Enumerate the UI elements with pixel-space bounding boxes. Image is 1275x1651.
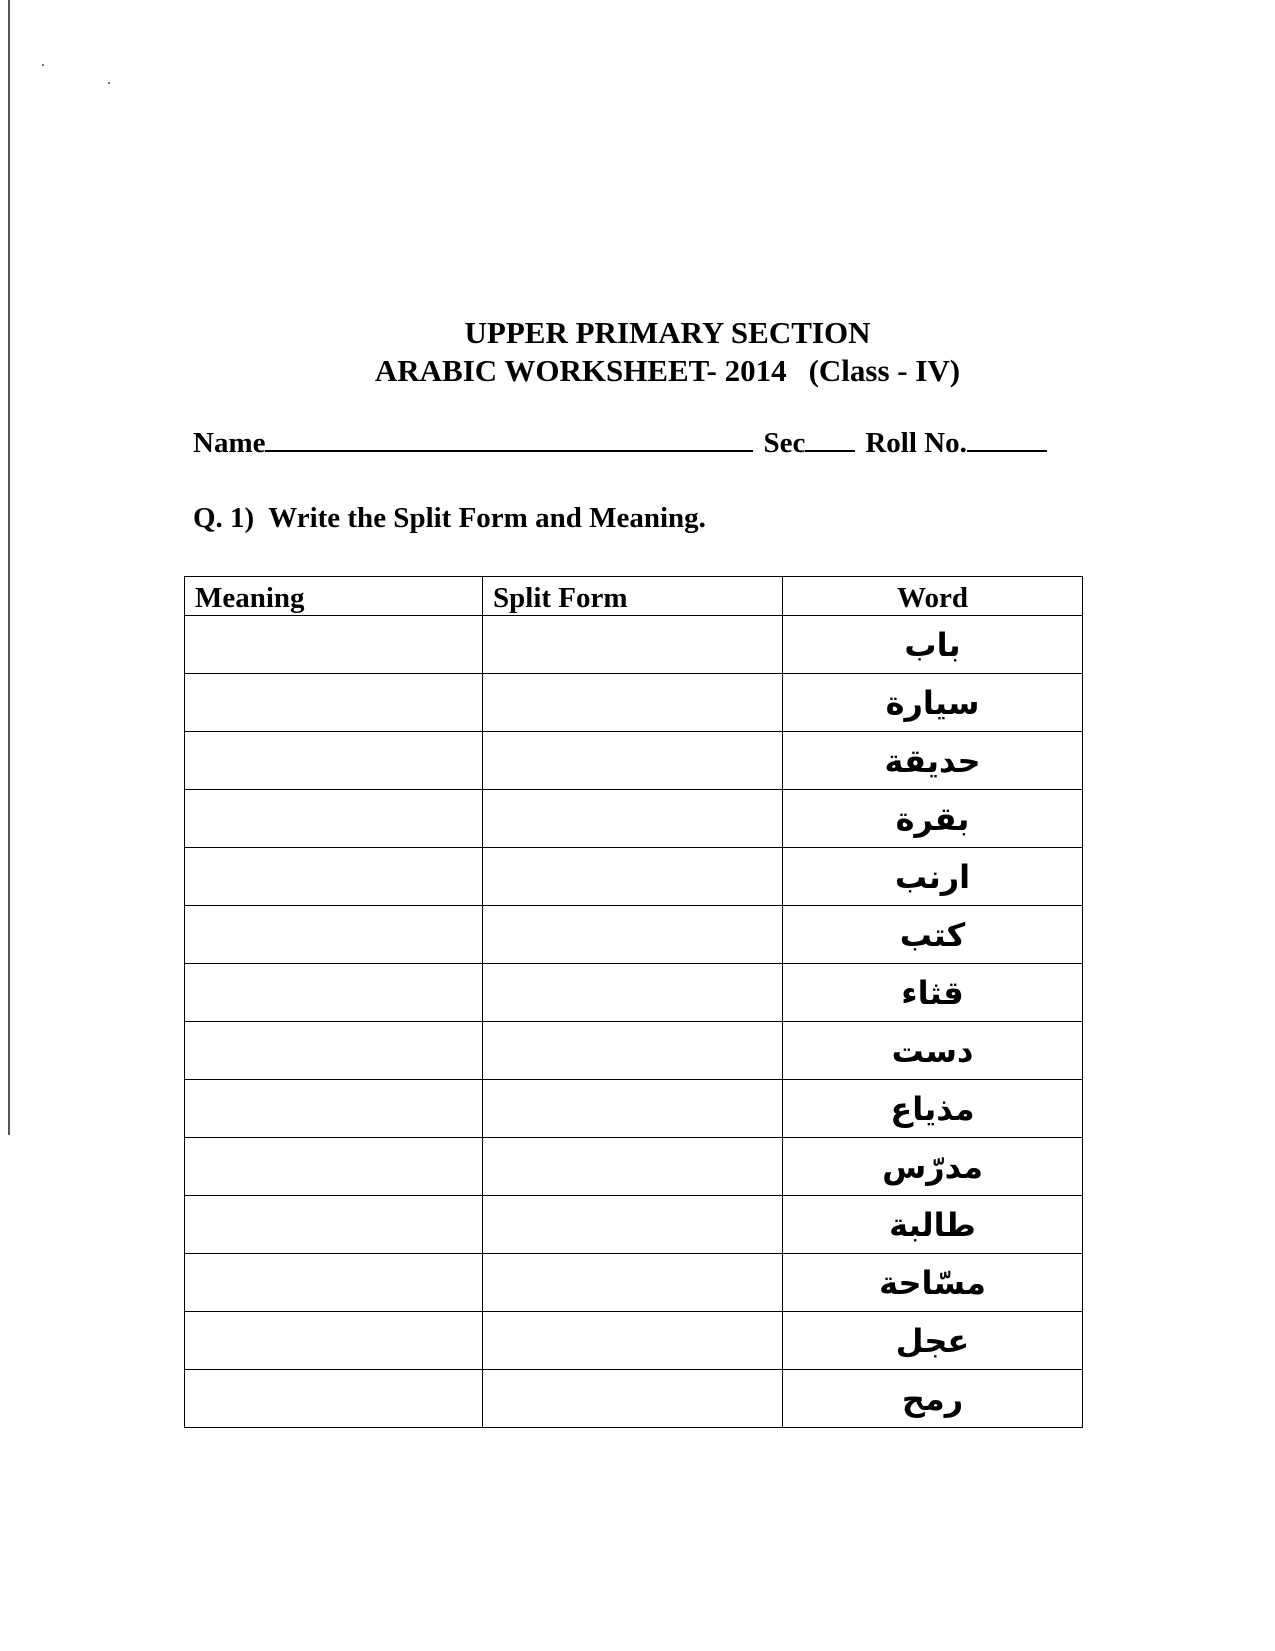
split-form-cell[interactable] — [483, 1312, 783, 1370]
question-1 — [193, 500, 706, 536]
sec-label: Sec — [763, 427, 806, 459]
split-form-cell[interactable] — [483, 1196, 783, 1254]
meaning-cell[interactable] — [185, 1196, 483, 1254]
word-header: Word — [783, 577, 1083, 616]
table-row — [185, 1138, 1083, 1196]
meaning-cell[interactable] — [185, 964, 483, 1022]
table-row — [185, 1196, 1083, 1254]
question-number: Q. 1) — [193, 502, 255, 534]
meaning-cell[interactable] — [185, 732, 483, 790]
table-row — [185, 906, 1083, 964]
table-row — [185, 848, 1083, 906]
worksheet-name: ARABIC WORKSHEET- 2014 — [374, 353, 787, 388]
word-cell: رمح — [783, 1370, 1083, 1428]
table-row — [185, 674, 1083, 732]
meaning-cell[interactable] — [185, 1370, 483, 1428]
table-row — [185, 616, 1083, 674]
split-form-cell[interactable] — [483, 1138, 783, 1196]
meaning-cell[interactable] — [185, 790, 483, 848]
meaning-cell[interactable] — [185, 1254, 483, 1312]
split-form-cell[interactable] — [483, 732, 783, 790]
split-form-cell[interactable] — [483, 790, 783, 848]
table-row — [185, 732, 1083, 790]
table-row — [185, 1254, 1083, 1312]
class-label: (Class - IV) — [808, 353, 961, 388]
word-cell: مدرّس — [783, 1138, 1083, 1196]
meaning-cell[interactable] — [185, 674, 483, 732]
table-row — [185, 1370, 1083, 1428]
word-cell: ارنب — [783, 848, 1083, 906]
split-form-cell[interactable] — [483, 906, 783, 964]
scan-artifact — [108, 82, 110, 84]
split-form-header: Split Form — [483, 577, 783, 616]
table-row — [185, 1080, 1083, 1138]
meaning-cell[interactable] — [185, 616, 483, 674]
table-row — [185, 1312, 1083, 1370]
left-margin-rule — [8, 0, 10, 1135]
student-info-row — [193, 424, 1047, 461]
meaning-cell[interactable] — [185, 1022, 483, 1080]
word-cell: بقرة — [783, 790, 1083, 848]
split-form-cell[interactable] — [483, 848, 783, 906]
word-cell: كتب — [783, 906, 1083, 964]
word-cell: سيارة — [783, 674, 1083, 732]
meaning-cell[interactable] — [185, 1080, 483, 1138]
split-form-cell[interactable] — [483, 964, 783, 1022]
word-cell: باب — [783, 616, 1083, 674]
word-cell: مذياع — [783, 1080, 1083, 1138]
roll-field[interactable] — [967, 424, 1047, 452]
name-label: Name — [193, 427, 266, 459]
word-cell: قثاء — [783, 964, 1083, 1022]
sec-field[interactable] — [805, 424, 855, 452]
word-cell: دست — [783, 1022, 1083, 1080]
roll-label: Roll No. — [865, 427, 967, 459]
split-form-cell[interactable] — [483, 674, 783, 732]
meaning-cell[interactable] — [185, 848, 483, 906]
worksheet-title — [30, 353, 1275, 389]
name-field[interactable] — [265, 424, 753, 452]
word-table — [184, 576, 1083, 1428]
word-cell: عجل — [783, 1312, 1083, 1370]
meaning-header: Meaning — [185, 577, 483, 616]
table-row — [185, 790, 1083, 848]
question-text: Write the Split Form and Meaning. — [268, 502, 706, 534]
split-form-cell[interactable] — [483, 1080, 783, 1138]
meaning-cell[interactable] — [185, 1312, 483, 1370]
split-form-cell[interactable] — [483, 1022, 783, 1080]
table-row — [185, 1022, 1083, 1080]
scan-artifact — [42, 64, 44, 66]
table-header-row — [185, 577, 1083, 616]
meaning-cell[interactable] — [185, 906, 483, 964]
split-form-cell[interactable] — [483, 1370, 783, 1428]
word-cell: حديقة — [783, 732, 1083, 790]
table-row — [185, 964, 1083, 1022]
word-cell: طالبة — [783, 1196, 1083, 1254]
meaning-cell[interactable] — [185, 1138, 483, 1196]
split-form-cell[interactable] — [483, 1254, 783, 1312]
split-form-cell[interactable] — [483, 616, 783, 674]
word-cell: مسّاحة — [783, 1254, 1083, 1312]
section-title: UPPER PRIMARY SECTION — [464, 315, 871, 350]
